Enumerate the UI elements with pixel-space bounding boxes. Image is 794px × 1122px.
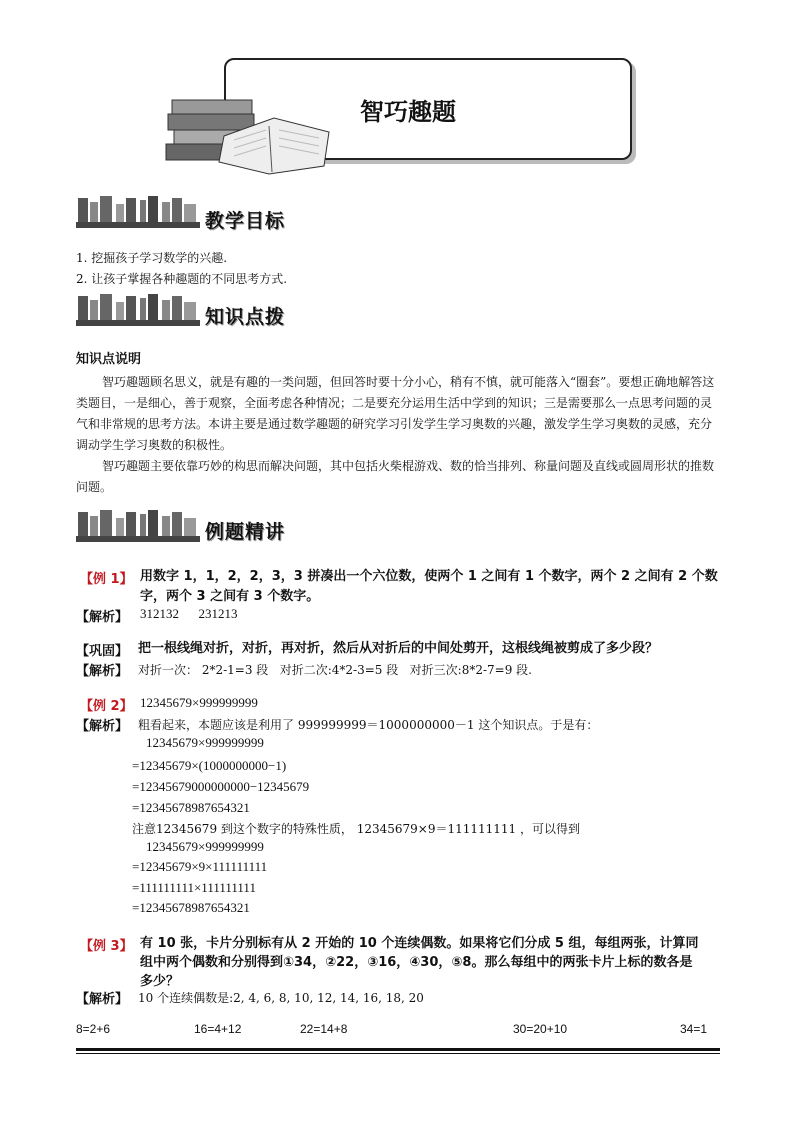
ex2-intro: 粗看起来，本题应该是利用了 999999999＝1000000000－1 这个知识点。于是有： [138, 718, 599, 732]
gonggu-answer-tag: 【解析】 [76, 664, 129, 679]
ex3-answer-tag: 【解析】 [76, 992, 129, 1007]
ex2-tag: 【例 2】 [80, 699, 133, 714]
ex1-answer-tag: 【解析】 [76, 610, 129, 625]
ex1-question-line1: 用数字 1，1，2，2，3，3 拼凑出一个六位数，使两个 1 之间有 1 个数字，两个 2 之间有 2 个数 [140, 569, 718, 584]
ex3-question-line1: 有 10 张，卡片分别标有从 2 开始的 10 个连续偶数。如果将它们分成 5 组，每组两张，计算同 [140, 936, 699, 951]
knowledge-para-2: 智巧趣题主要依靠巧妙的构思而解决问题，其中包括火柴棍游戏、数的恰当排列、称量问题及直线或圆周形状的推数问题。 [76, 459, 715, 494]
knowledge-para-1: 智巧趣题顾名思义，就是有趣的一类问题，但回答时要十分小心，稍有不慎，就可能落入“圈套”。要想正确地解答这类题目，一是细心，善于观察，全面考虑各种情况；二是要充分运用生活中学到的知识；三是需要那么一点思考问题的灵气和非常规的思考方法。本讲主要是通过数学趣题的研究学习引发学生学习奥数的兴趣，激发学生学习奥数的灵感，充分调动学生学习奥数的积极性。 [76, 375, 715, 452]
sum-5: 34=1 [680, 1022, 708, 1036]
ex2-line-3: =12345679000000000−12345679 [132, 779, 310, 794]
section-goals-icon [76, 194, 200, 228]
ex3-question-line3: 多少？ [140, 974, 180, 989]
ex3-answer: 10 个连续偶数是:2, 4, 6, 8, 10, 12, 14, 16, 18, 20 [138, 991, 424, 1005]
footer-rule-thin [76, 1053, 720, 1054]
ex1-answer: 312132 231213 [140, 606, 238, 621]
ex2-line-9: =12345678987654321 [132, 900, 250, 915]
ex1-tag: 【例 1】 [80, 572, 133, 587]
ex2-line-8: =111111111×111111111 [132, 880, 256, 895]
footer-rule-thick [76, 1048, 720, 1051]
ex2-line-7: =12345679×9×111111111 [132, 859, 268, 874]
ex2-question: 12345679×999999999 [140, 695, 258, 710]
ex1-question-line2: 字，两个 3 之间有 3 个数字。 [140, 589, 320, 604]
ex2-line-6: 12345679×999999999 [146, 839, 264, 854]
gonggu-question: 把一根线绳对折，对折，再对折，然后从对折后的中间处剪开，这根线绳被剪成了多少段？ [138, 641, 659, 656]
ex3-question-line2: 组中两个偶数和分别得到①34，②22，③16，④30，⑤8。那么每组中的两张卡片上标的数各是 [140, 955, 693, 970]
books-icon [164, 96, 344, 176]
sum-4: 30=20+10 [513, 1022, 568, 1036]
section-goals-title: 教学目标 [205, 210, 286, 232]
section-knowledge-icon [76, 292, 200, 326]
ex2-line-5: 注意12345679 到这个数字的特殊性质， 12345679×9＝111111111 ，可以得到 [132, 822, 581, 836]
goal-item-2: 2. 让孩子掌握各种趣题的不同思考方式. [76, 272, 288, 286]
goal-item-1: 1. 挖掘孩子学习数学的兴趣. [76, 251, 228, 265]
section-examples-title: 例题精讲 [205, 521, 286, 543]
section-knowledge-title: 知识点拨 [205, 306, 286, 328]
ex3-tag: 【例 3】 [80, 939, 133, 954]
knowledge-heading: 知识点说明 [76, 352, 142, 367]
ex2-answer-tag: 【解析】 [76, 719, 129, 734]
sum-2: 16=4+12 [194, 1022, 242, 1036]
page-title: 智巧趣题 [360, 98, 456, 126]
sum-3: 22=14+8 [300, 1022, 348, 1036]
gonggu-tag: 【巩固】 [76, 644, 129, 659]
section-examples-icon [76, 508, 200, 542]
ex2-line-4: =12345678987654321 [132, 800, 250, 815]
ex2-line-1: 12345679×999999999 [146, 735, 264, 750]
sum-1: 8=2+6 [76, 1022, 111, 1036]
gonggu-answer: 对折一次： 2*2-1=3 段 对折二次:4*2-3=5 段 对折三次:8*2-7=9 段. [138, 663, 532, 677]
ex2-line-2: =12345679×(1000000000−1) [132, 758, 287, 773]
